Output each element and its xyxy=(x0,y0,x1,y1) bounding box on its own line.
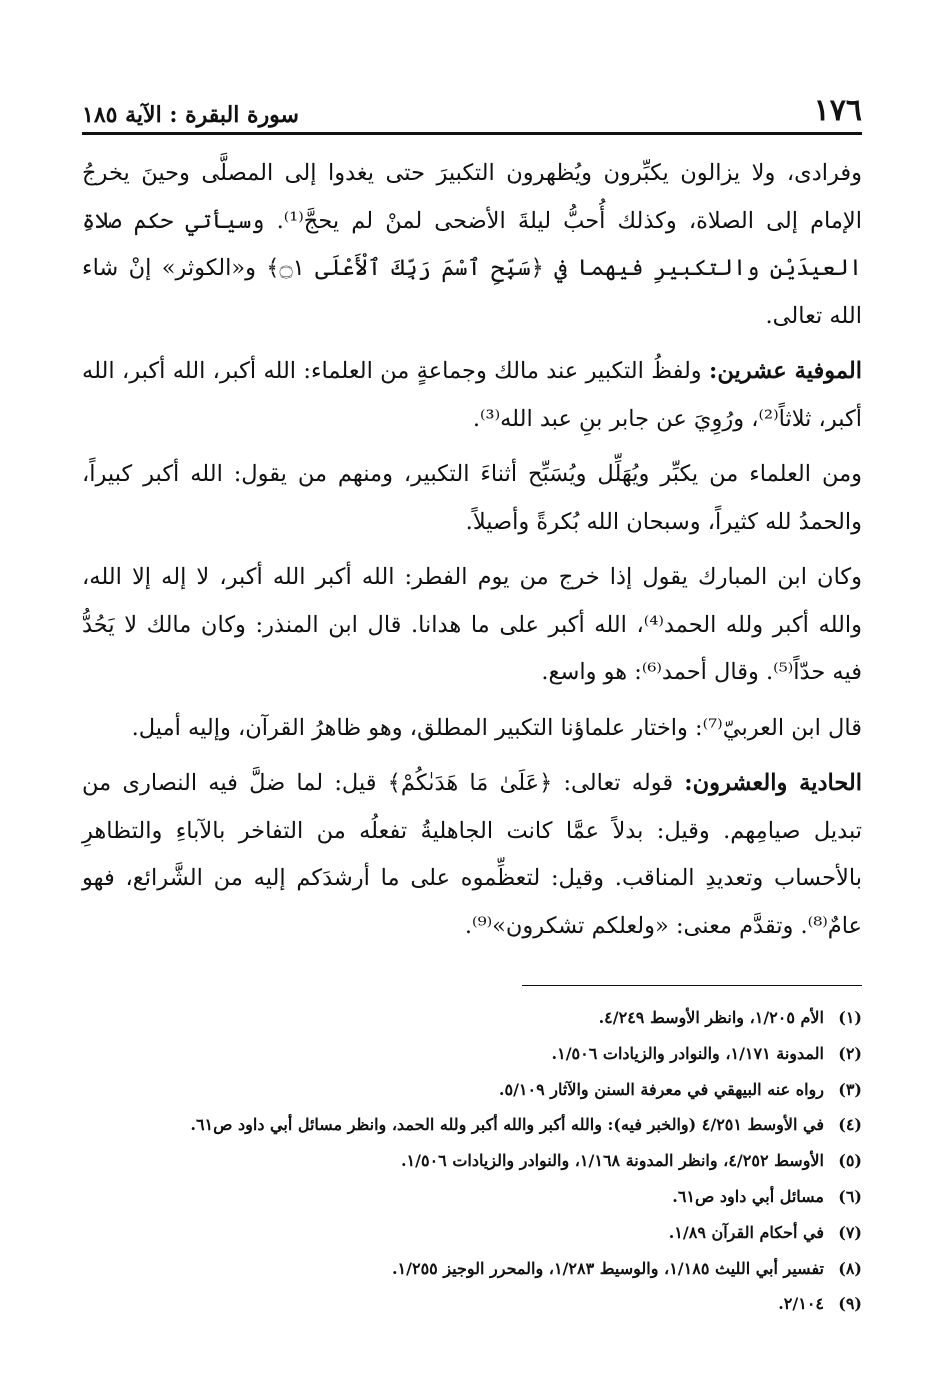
paragraph-text: قوله تعالى: ﴿عَلَىٰ مَا هَدَىٰكُمْ﴾ قيل: لما ضلَّ فيه النصارى من تبديل صيامِهم. وقيل: بدلاً عمَّا كانت الجاهليةُ تفعلُه من التفاخر بالآباءِ والتظاهرِ بالأحساب وتعديدِ المناقب. وقيل: لتعظِّموه على ما أرشدَكم إليه من الشَّرائع، فهو عامٌ⁽⁸⁾. وتقدَّم معنى: «ولعلكم تشكرون»⁽⁹⁾. xyxy=(82,770,862,939)
footnote-item xyxy=(82,1215,862,1251)
footnote-number: (٧) xyxy=(838,1222,862,1242)
paragraph-text: ومن العلماء من يكبِّر ويُهَلِّل ويُسَبِّح أثناءَ التكبير، ومنهم من يقول: الله أكبر كبيراً، والحمدُ لله كثيراً، وسبحان الله بُكرةً وأصيلاً. xyxy=(82,461,862,535)
footnote-divider xyxy=(522,985,862,986)
footnote-item xyxy=(82,1143,862,1179)
footnote-item xyxy=(82,1179,862,1215)
footnote-item xyxy=(82,1286,862,1322)
footnote-number: (٦) xyxy=(838,1186,862,1206)
footnote-item xyxy=(82,1107,862,1143)
footnote-item xyxy=(82,1251,862,1287)
footnote-item xyxy=(82,1000,862,1036)
paragraph xyxy=(82,348,862,443)
paragraph-lead: الموفية عشرين: xyxy=(709,358,862,384)
running-title: سورة البقرة : الآية ١٨٥ xyxy=(82,102,299,128)
footnote-item xyxy=(82,1036,862,1072)
paragraph xyxy=(82,554,862,697)
page-header xyxy=(82,78,862,135)
footnote-text: الأوسط ٤/٢٥٢، وانظر المدونة ١/١٦٨، والنوادر والزيادات ١/٥٠٦. xyxy=(400,1151,824,1171)
footnote-text: في أحكام القرآن ١/٨٩. xyxy=(668,1222,824,1242)
footnote-number: (٣) xyxy=(838,1079,862,1099)
footnote-item xyxy=(82,1072,862,1108)
footnotes xyxy=(82,1000,862,1322)
paragraph-lead: الحادية والعشرون: xyxy=(684,770,863,796)
footnote-text: رواه عنه البيهقي في معرفة السنن والآثار ٥/١٠٩. xyxy=(498,1079,824,1099)
paragraph-text: قال ابن العربيّ⁽⁷⁾: واختار علماؤنا التكبير المطلق، وهو ظاهرُ القرآن، وإليه أميل. xyxy=(131,714,862,741)
paragraph xyxy=(82,451,862,546)
footnote-number: (٩) xyxy=(838,1294,862,1314)
footnote-text: تفسير أبي الليث ١/١٨٥، والوسيط ١/٢٨٣، والمحرر الوجيز ١/٢٥٥. xyxy=(391,1258,824,1278)
paragraph xyxy=(82,150,862,340)
main-text xyxy=(82,150,862,958)
footnote-number: (٢) xyxy=(838,1043,862,1063)
paragraph xyxy=(82,760,862,950)
paragraph-text: وفرادى، ولا يزالون يكبِّرون ويُظهرون التكبيرَ حتى يغدوا إلى المصلَّى وحينَ يخرجُ الإمام إلى الصلاة، وكذلك أُحبُّ ليلةَ الأضحى لمنْ لم يحجَّ⁽¹⁾. وسيأتي حكم صلاةِ العيدَيْن والتكبيرِ فيهما في ﴿سَبِّحِ ٱسْمَ رَبِّكَ ٱلْأَعْلَى ۝١﴾ و«الكوثر» إنْ شاء الله تعالى. xyxy=(82,160,862,329)
footnote-text: في الأوسط ٤/٢٥١ (والخبر فيه): والله أكبر والله أكبر ولله الحمد، وانظر مسائل أبي داود ص٦١. xyxy=(190,1115,824,1135)
paragraph-text: وكان ابن المبارك يقول إذا خرج من يوم الفطر: الله أكبر الله أكبر، لا إله إلا الله، والله أكبر ولله الحمد⁽⁴⁾، الله أكبر على ما هدانا. قال ابن المنذر: وكان مالك لا يَحُدُّ فيه حدّاً⁽⁵⁾. وقال أحمد⁽⁶⁾: هو واسع. xyxy=(82,564,862,685)
footnote-text: ٢/١٠٤. xyxy=(778,1294,824,1314)
page-number: ١٧٦ xyxy=(813,93,862,128)
footnote-number: (١) xyxy=(838,1008,862,1027)
footnote-number: (٨) xyxy=(838,1258,862,1278)
footnote-text: الأم ١/٢٠٥، وانظر الأوسط ٤/٢٤٩. xyxy=(598,1008,824,1027)
footnote-text: مسائل أبي داود ص٦١. xyxy=(672,1186,824,1206)
paragraph-text: ولفظُ التكبير عند مالك وجماعةٍ من العلماء: الله أكبر، الله أكبر، الله أكبر، ثلاثاً⁽²⁾، ورُوِيَ عن جابر بنِ عبد الله⁽³⁾. xyxy=(82,358,862,432)
footnote-number: (٤) xyxy=(838,1115,862,1135)
footnote-text: المدونة ١/١٧١، والنوادر والزيادات ١/٥٠٦. xyxy=(551,1043,824,1063)
footnote-number: (٥) xyxy=(838,1151,862,1171)
paragraph xyxy=(82,705,862,753)
